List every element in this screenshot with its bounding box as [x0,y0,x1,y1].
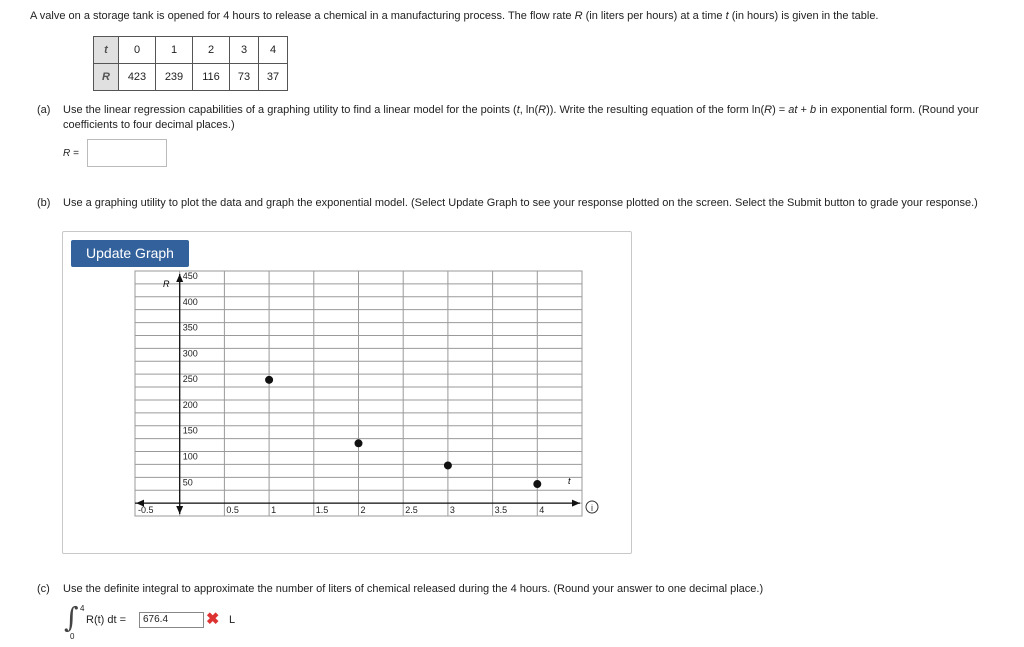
var-t: t [516,104,520,116]
data-point [444,461,452,469]
y-tick-label: 100 [182,451,198,462]
table-cell: 3 [230,37,259,64]
part-a-text-2: , ln( [519,104,539,116]
part-a-text-5: + [797,104,811,116]
y-axis-label: R [163,279,170,289]
x-axis-arrow-right [572,500,580,507]
integrand-text: R(t) dt = [86,614,127,626]
table-cell: 0 [119,37,156,64]
info-icon[interactable] [586,501,598,513]
integral-lower-limit: 0 [70,632,75,641]
graph-ticks [138,271,544,515]
x-tick-label: 2.5 [405,505,418,516]
x-tick-label: 2 [360,505,366,516]
table-header-R: R [94,64,119,91]
var-R: R [538,104,547,116]
table-cell: 1 [156,37,193,64]
part-b-label: (b) [37,197,51,209]
x-mark-icon: ✖ [206,611,220,628]
answer-unit: L [229,614,236,626]
x-tick-label: -0.5 [138,505,154,516]
part-b-text: Use a graphing utility to plot the data and graph the exponential model. (Select Update Graph to see your response plotted on the screen. Select the Submit button to grade your response.) [63,197,978,209]
var-R: R [574,10,583,22]
x-tick-label: 1 [271,505,277,516]
x-tick-label: 1.5 [315,505,329,516]
y-axis-arrow-down [176,506,183,514]
var-R: R [764,104,773,116]
y-tick-label: 200 [182,399,198,410]
y-tick-label: 450 [182,271,198,281]
table-cell: 4 [259,37,288,64]
y-tick-label: 350 [182,322,198,333]
table-cell: 423 [119,64,156,91]
table-header-t: t [94,37,119,64]
part-c-label: (c) [37,583,50,595]
part-a-answer-label: R = [63,148,79,159]
part-c-answer-input[interactable]: 676.4 [139,612,204,628]
table-cell: 37 [259,64,288,91]
integral-sign-icon: ∫ [64,601,79,634]
update-graph-button[interactable]: Update Graph [71,240,189,267]
x-axis-label: t [568,476,571,486]
y-tick-label: 300 [182,348,198,359]
x-tick-label: 4 [539,505,545,516]
y-tick-label: 250 [182,374,198,385]
problem-text-1: A valve on a storage tank is opened for 4 hours to release a chemical in a manufacturing process. The flow rate [30,10,575,22]
data-point [355,439,363,447]
var-b: b [810,104,817,116]
x-tick-label: 0.5 [226,505,239,516]
part-a-text-3: )). Write the resulting equation of the form ln( [546,104,765,116]
table-cell: 73 [230,64,259,91]
y-tick-label: 150 [182,425,198,436]
svg-text:i: i [591,503,593,513]
table-cell: 239 [156,64,193,91]
x-tick-label: 3 [449,505,455,516]
x-tick-label: 3.5 [494,505,508,516]
part-a-text-1: Use the linear regression capabilities of a graphing utility to find a linear model for the points ( [63,104,517,116]
part-a-text-6: in exponential form. (Round your coefficients to four decimal places.) [63,104,979,131]
var-t: t [725,10,729,22]
part-c-text: Use the definite integral to approximate the number of liters of chemical released during the 4 hours. (Round your answer to one decimal place.) [63,583,764,595]
part-a-label: (a) [37,104,51,116]
problem-text-2: (in liters per hours) at a time [582,10,726,22]
integral-upper-limit: 4 [80,604,85,613]
var-at: at [788,104,798,116]
y-tick-label: 400 [182,296,198,307]
part-a-text-4: ) = [772,104,789,116]
graph-grid [135,271,582,516]
data-point [265,376,273,384]
problem-text-3: (in hours) is given in the table. [728,10,879,22]
table-cell: 116 [193,64,230,91]
data-point [533,480,541,488]
y-tick-label: 50 [182,477,193,488]
table-cell: 2 [193,37,230,64]
